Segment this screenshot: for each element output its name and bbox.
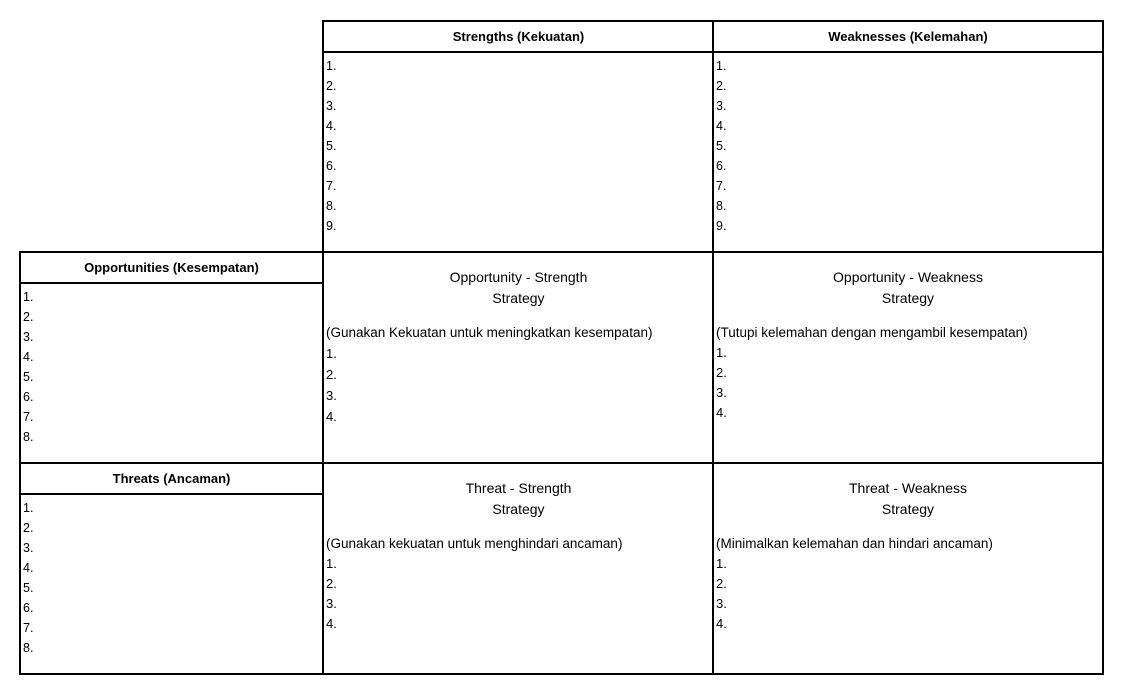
strengths-list [324, 53, 713, 236]
list-item[interactable]: 1. [326, 59, 337, 73]
strategy-title-line1: Threat - Weakness [848, 480, 967, 496]
list-item[interactable]: 4. [326, 616, 337, 631]
threat-strength-box [322, 462, 715, 675]
list-item[interactable]: 2. [23, 310, 34, 324]
list-item[interactable]: 4. [326, 119, 337, 133]
threats-list [21, 495, 322, 658]
opportunity-strength-title [324, 253, 713, 309]
threat-strength-list [324, 554, 713, 634]
weaknesses-header: Weaknesses (Kelemahan) [714, 22, 1102, 53]
list-item[interactable]: 3. [716, 596, 727, 611]
opportunity-weakness-title [714, 253, 1102, 309]
list-item[interactable]: 6. [23, 390, 34, 404]
list-item[interactable]: 2. [326, 367, 337, 382]
list-item[interactable]: 1. [23, 290, 34, 304]
opportunity-weakness-list [714, 343, 1102, 423]
threat-weakness-description: (Minimalkan kelemahan dan hindari ancaman) [716, 536, 993, 551]
threat-weakness-title [714, 464, 1102, 520]
threat-strength-title [324, 464, 713, 520]
list-item[interactable]: 3. [326, 99, 337, 113]
list-item[interactable]: 4. [326, 409, 337, 424]
list-item[interactable]: 4. [716, 616, 727, 631]
strengths-header: Strengths (Kekuatan) [324, 22, 713, 53]
opportunity-weakness-description: (Tutupi kelemahan dengan mengambil kesempatan) [716, 325, 1028, 340]
threats-header: Threats (Ancaman) [21, 464, 322, 495]
list-item[interactable]: 2. [23, 521, 34, 535]
threat-weakness-list [714, 554, 1102, 634]
list-item[interactable]: 2. [326, 576, 337, 591]
list-item[interactable]: 7. [716, 179, 727, 193]
list-item[interactable]: 2. [716, 365, 727, 380]
strategy-title-line1: Threat - Strength [465, 480, 572, 496]
list-item[interactable]: 6. [716, 159, 727, 173]
strategy-title-line2: Strategy [881, 290, 935, 306]
list-item[interactable]: 5. [716, 139, 727, 153]
list-item[interactable]: 4. [716, 119, 727, 133]
list-item[interactable]: 4. [23, 350, 34, 364]
opportunity-strength-box [322, 251, 715, 464]
list-item[interactable]: 3. [716, 99, 727, 113]
list-item[interactable]: 4. [716, 405, 727, 420]
list-item[interactable]: 7. [23, 410, 34, 424]
list-item[interactable]: 6. [23, 601, 34, 615]
list-item[interactable]: 1. [23, 501, 34, 515]
weaknesses-list [714, 53, 1102, 236]
strengths-box [322, 20, 715, 253]
opportunity-strength-description: (Gunakan Kekuatan untuk meningkatkan kesempatan) [326, 325, 653, 340]
list-item[interactable]: 7. [326, 179, 337, 193]
list-item[interactable]: 5. [23, 581, 34, 595]
opportunities-box [19, 251, 324, 464]
list-item[interactable]: 5. [23, 370, 34, 384]
list-item[interactable]: 2. [716, 79, 727, 93]
list-item[interactable]: 1. [716, 556, 727, 571]
opportunities-list [21, 284, 322, 447]
list-item[interactable]: 3. [326, 596, 337, 611]
list-item[interactable]: 7. [23, 621, 34, 635]
list-item[interactable]: 8. [716, 199, 727, 213]
strategy-title-line1: Opportunity - Weakness [833, 269, 983, 285]
list-item[interactable]: 3. [23, 541, 34, 555]
opportunities-header: Opportunities (Kesempatan) [21, 253, 322, 284]
strategy-title-line2: Strategy [492, 290, 545, 306]
strategy-title-line1: Opportunity - Strength [449, 269, 588, 285]
threat-strength-description: (Gunakan kekuatan untuk menghindari ancaman) [326, 536, 623, 551]
list-item[interactable]: 6. [326, 159, 337, 173]
list-item[interactable]: 1. [326, 556, 337, 571]
list-item[interactable]: 3. [23, 330, 34, 344]
strategy-title-line2: Strategy [492, 501, 545, 517]
list-item[interactable]: 8. [326, 199, 337, 213]
list-item[interactable]: 8. [23, 430, 34, 444]
opportunity-weakness-box [712, 251, 1104, 464]
list-item[interactable]: 1. [716, 59, 727, 73]
list-item[interactable]: 2. [716, 576, 727, 591]
list-item[interactable]: 9. [326, 219, 337, 233]
list-item[interactable]: 8. [23, 641, 34, 655]
list-item[interactable]: 1. [326, 346, 337, 361]
list-item[interactable]: 9. [716, 219, 727, 233]
list-item[interactable]: 3. [716, 385, 727, 400]
strategy-title-line2: Strategy [881, 501, 935, 517]
weaknesses-box [712, 20, 1104, 253]
list-item[interactable]: 1. [716, 345, 727, 360]
threats-box [19, 462, 324, 675]
list-item[interactable]: 3. [326, 388, 337, 403]
list-item[interactable]: 5. [326, 139, 337, 153]
list-item[interactable]: 2. [326, 79, 337, 93]
list-item[interactable]: 4. [23, 561, 34, 575]
threat-weakness-box [712, 462, 1104, 675]
opportunity-strength-list [324, 343, 713, 427]
